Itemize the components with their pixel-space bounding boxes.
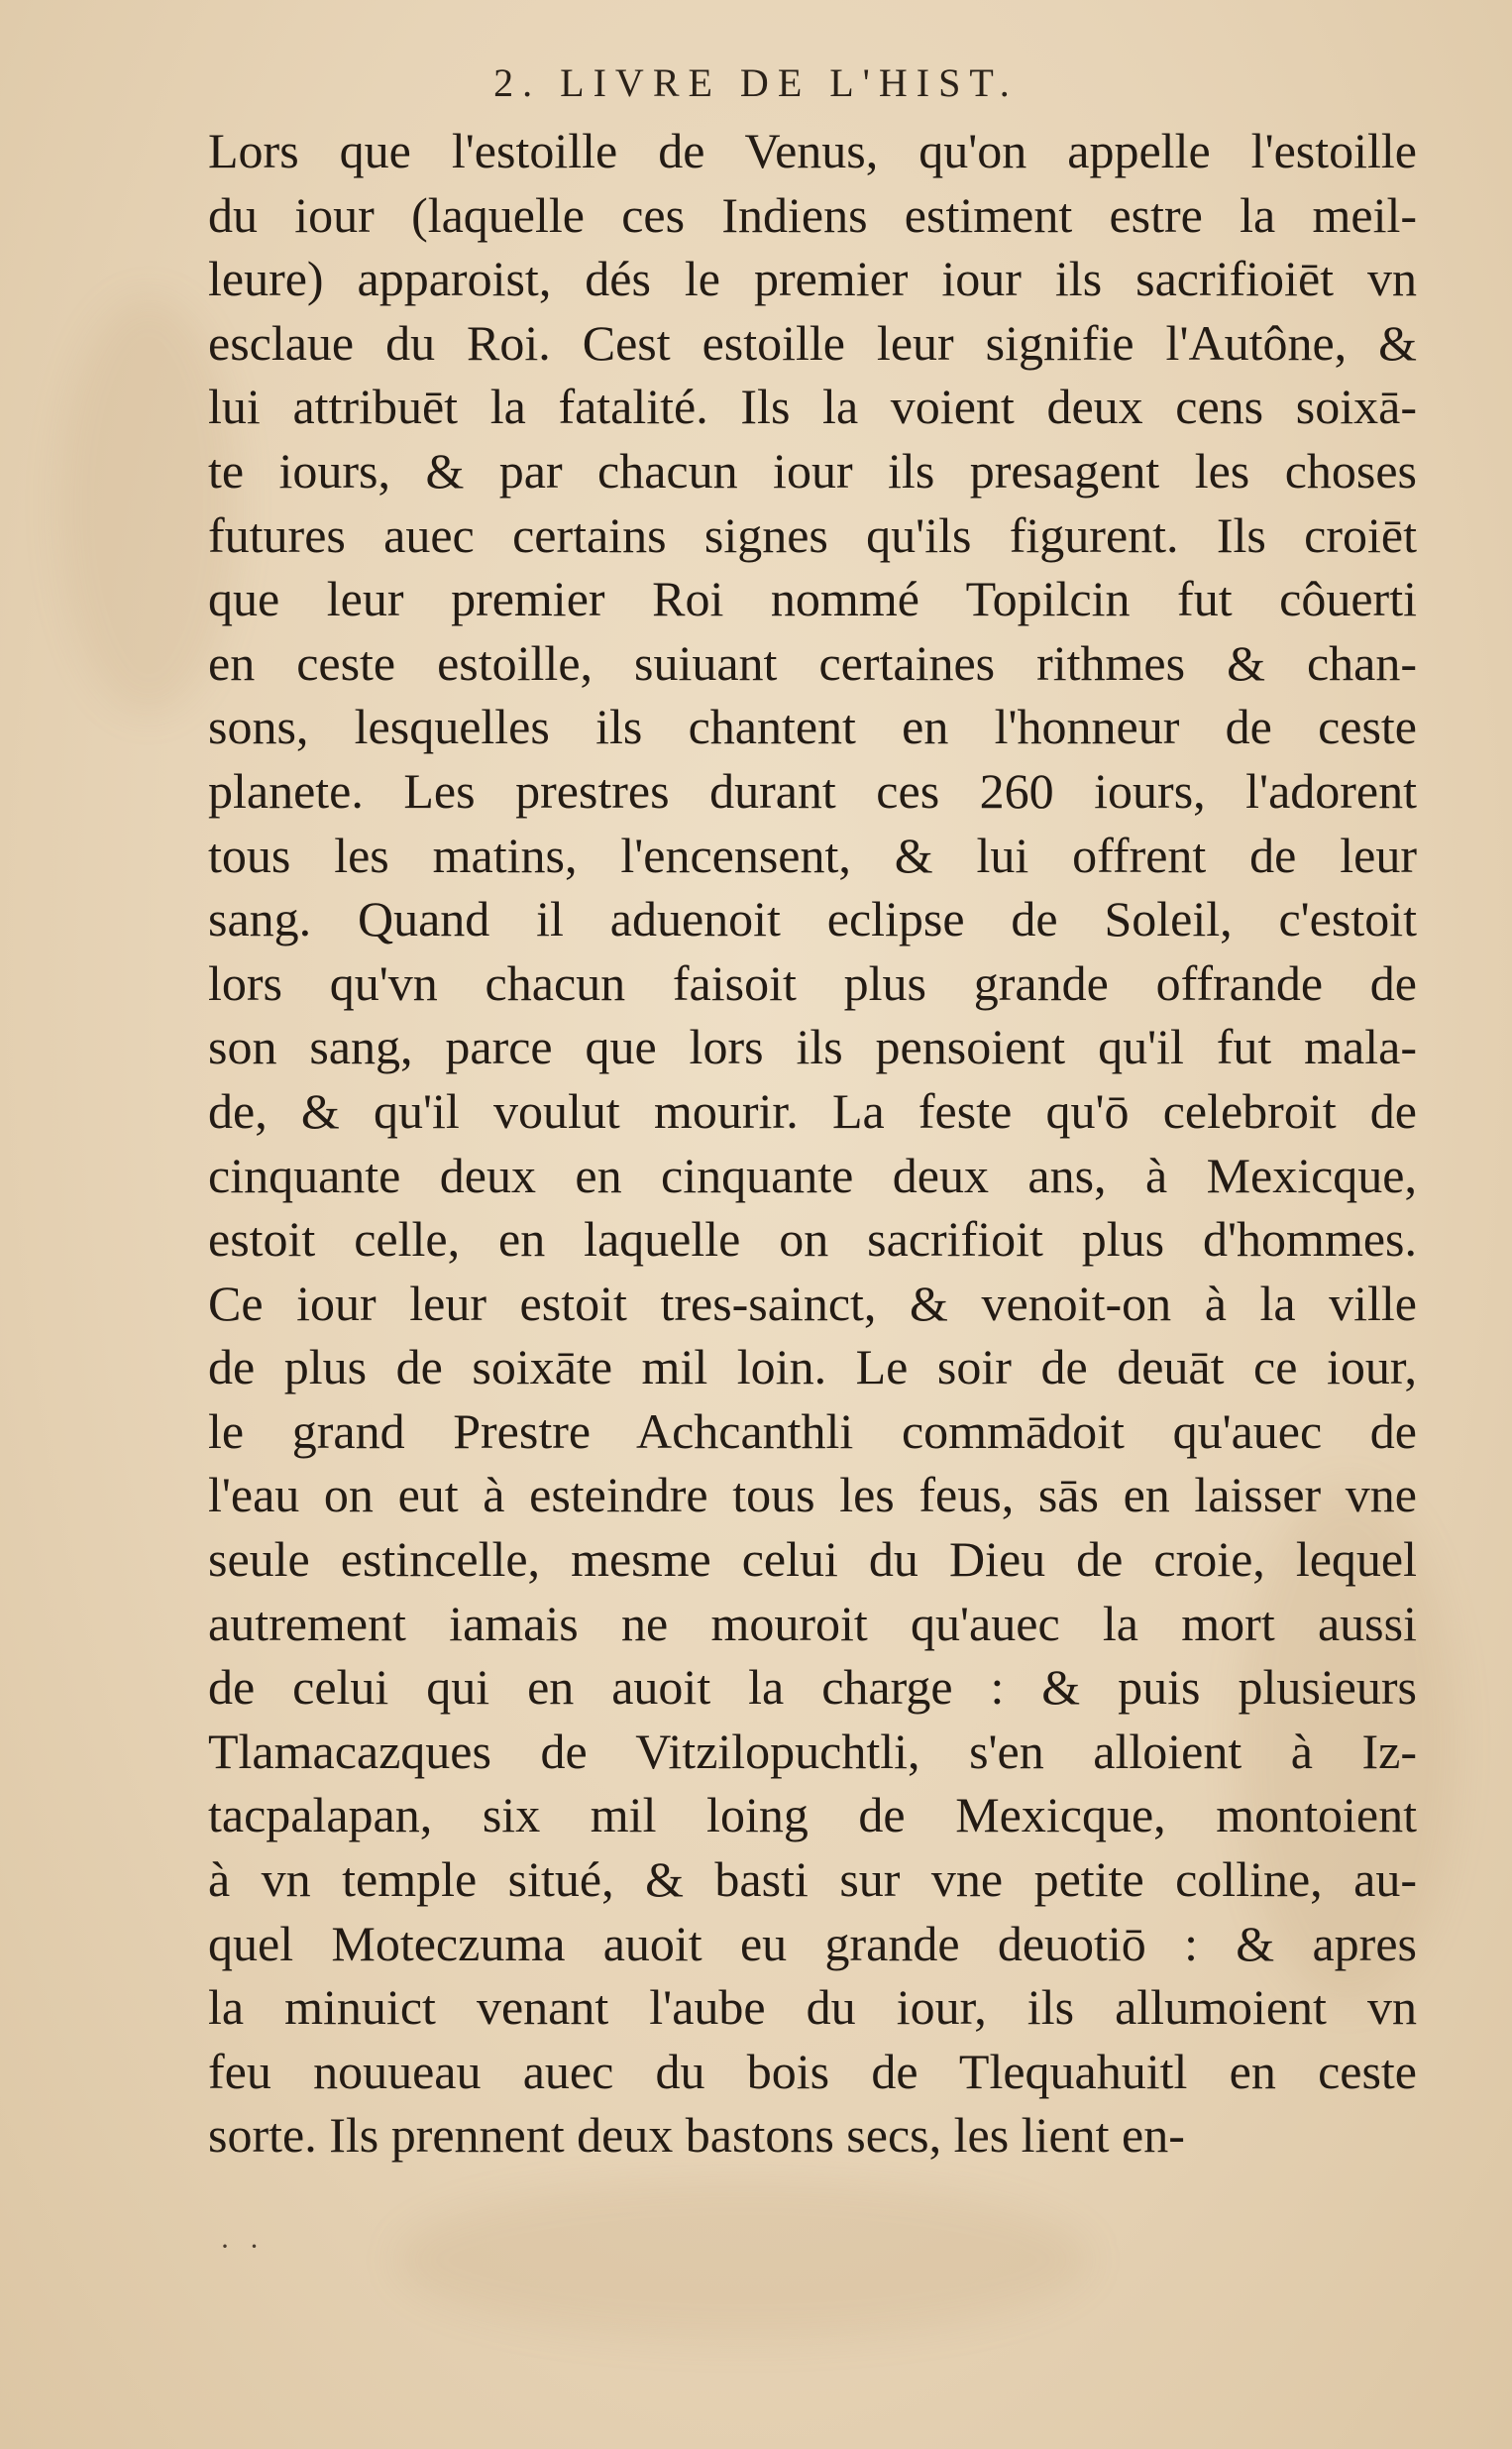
text-line: du iour (laquelle ces Indiens estiment estre la meil- (208, 186, 1417, 243)
text-line: que leur premier Roi nommé Topilcin fut côuerti (208, 571, 1417, 627)
text-line: feu nouueau auec du bois de Tlequahuitl en ceste (208, 2043, 1417, 2099)
bottom-mark: · · (220, 2230, 266, 2263)
text-line: lui attribuēt la fatalité. Ils la voient deux cens soixā- (208, 379, 1417, 435)
text-line: de, & qu'il voulut mourir. La feste qu'ō celebroit de (208, 1082, 1417, 1139)
text-line: Tlamacazques de Vitzilopuchtli, s'en alloient à Iz- (208, 1723, 1417, 1779)
running-head: 2. LIVRE DE L'HIST. (493, 60, 1019, 105)
paper-stain (396, 2180, 1090, 2339)
text-line: la minuict venant l'aube du iour, ils allumoient vn (208, 1979, 1417, 2036)
text-line: l'eau on eut à esteindre tous les feus, sās en laisser vne (208, 1467, 1417, 1523)
text-line: estoit celle, en laquelle on sacrifioit plus d'hommes. (208, 1211, 1417, 1268)
text-line: planete. Les prestres durant ces 260 iours, l'adorent (208, 762, 1417, 819)
text-line: quel Moteczuma auoit eu grande deuotiō : & apres (208, 1915, 1417, 1971)
text-line: tacpalapan, six mil loing de Mexicque, montoient (208, 1787, 1417, 1843)
text-line: sang. Quand il aduenoit eclipse de Soleil, c'estoit (208, 891, 1417, 947)
text-line: de plus de soixāte mil loin. Le soir de deuāt ce iour, (208, 1339, 1417, 1395)
text-line: lors qu'vn chacun faisoit plus grande offrande de (208, 954, 1417, 1011)
text-line: te iours, & par chacun iour ils presagent les choses (208, 442, 1417, 499)
text-line: sons, lesquelles ils chantent en l'honneur de ceste (208, 699, 1417, 755)
text-line: seule estincelle, mesme celui du Dieu de croie, lequel (208, 1531, 1417, 1588)
text-line: autrement iamais ne mouroit qu'auec la mort aussi (208, 1595, 1417, 1651)
text-line: cinquante deux en cinquante deux ans, à Mexicque, (208, 1147, 1417, 1203)
text-line: en ceste estoille, suiuant certaines rithmes & chan- (208, 634, 1417, 691)
body-text (208, 119, 1417, 2168)
text-line: leure) apparoist, dés le premier iour ils sacrifioiēt vn (208, 251, 1417, 307)
text-line: futures auec certains signes qu'ils figurent. Ils croiēt (208, 506, 1417, 563)
text-line: Ce iour leur estoit tres-sainct, & venoit-on à la ville (208, 1275, 1417, 1331)
text-line: Lors que l'estoille de Venus, qu'on appelle l'estoille (208, 123, 1417, 178)
text-line: le grand Prestre Achcanthli commādoit qu'auec de (208, 1402, 1417, 1459)
text-line: à vn temple situé, & basti sur vne petite colline, au- (208, 1851, 1417, 1908)
text-line: tous les matins, l'encensent, & lui offrent de leur (208, 827, 1417, 883)
text-line: son sang, parce que lors ils pensoient qu'il fut mala- (208, 1019, 1417, 1075)
text-line: sorte. Ils prennent deux bastons secs, les lient en- (208, 2107, 1185, 2164)
text-line: esclaue du Roi. Cest estoille leur signifie l'Autône, & (208, 314, 1417, 371)
text-line: de celui qui en auoit la charge : & puis plusieurs (208, 1659, 1417, 1716)
